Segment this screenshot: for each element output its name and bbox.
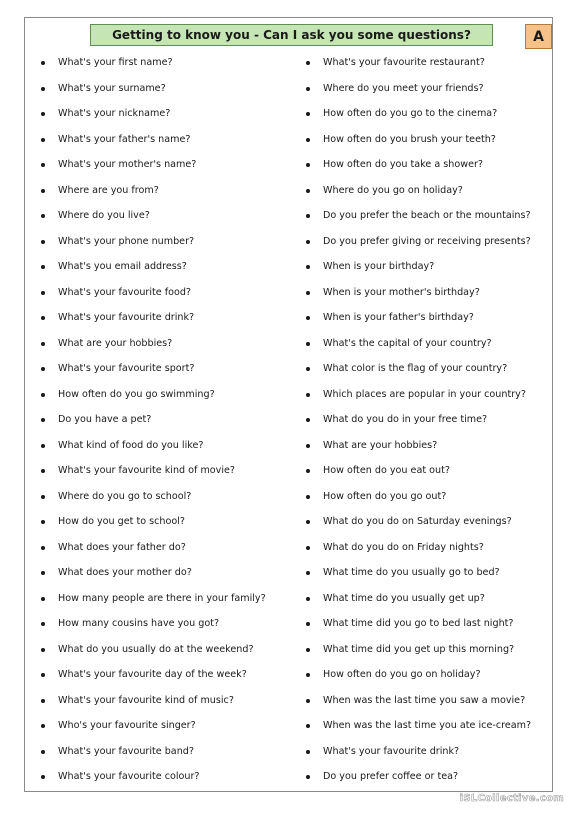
bullet-icon (306, 367, 310, 371)
question-item (40, 203, 295, 229)
question-text: Where are you from? (58, 184, 159, 196)
bullet-icon (41, 546, 45, 550)
question-text: When is your mother's birthday? (323, 286, 480, 298)
question-text: What's your favourite kind of movie? (58, 465, 236, 476)
question-text: When is your father's birthday? (323, 312, 474, 323)
question-text: What time did you get up this morning? (323, 643, 515, 655)
question-text: Where do you go to school? (58, 490, 192, 502)
bullet-icon (306, 189, 310, 193)
question-item (40, 407, 295, 433)
question-item (305, 586, 550, 612)
question-item (305, 611, 550, 637)
question-item (40, 764, 295, 790)
question-text: When was the last time you ate ice-cream? (323, 720, 532, 731)
bullet-icon (306, 750, 310, 754)
question-item (40, 305, 295, 331)
bullet-icon (41, 673, 45, 677)
question-text: What does your father do? (58, 541, 186, 553)
question-item (40, 127, 295, 153)
bullet-icon (306, 648, 310, 652)
question-text: Do you prefer the beach or the mountains? (323, 210, 531, 221)
question-text: What do you do on Friday nights? (323, 541, 484, 553)
question-item (40, 382, 295, 408)
question-text: What's your surname? (58, 82, 166, 94)
question-text: How often do you brush your teeth? (323, 133, 496, 145)
question-item (305, 76, 550, 102)
question-item (40, 560, 295, 586)
question-item (40, 152, 295, 178)
bullet-icon (306, 61, 310, 65)
question-text: What does your mother do? (58, 567, 192, 578)
bullet-icon (306, 342, 310, 346)
bullet-icon (306, 87, 310, 91)
level-badge: A (525, 24, 552, 49)
bullet-icon (306, 393, 310, 397)
bullet-icon (41, 750, 45, 754)
question-item (305, 382, 550, 408)
bullet-icon (306, 418, 310, 422)
bullet-icon (306, 495, 310, 499)
question-text: Where do you go on holiday? (323, 184, 463, 196)
question-text: What time do you usually get up? (323, 592, 485, 604)
bullet-icon (41, 648, 45, 652)
question-item (305, 280, 550, 306)
question-item (305, 458, 550, 484)
bullet-icon (41, 444, 45, 448)
question-text: What's your mother's name? (58, 159, 197, 170)
bullet-icon (41, 316, 45, 320)
question-text: What's your favourite food? (58, 286, 192, 298)
bullet-icon (41, 418, 45, 422)
question-text: When was the last time you saw a movie? (323, 694, 526, 706)
question-item (40, 586, 295, 612)
question-item (305, 50, 550, 76)
question-item (40, 356, 295, 382)
question-text: What kind of food do you like? (58, 439, 204, 451)
question-text: What do you do in your free time? (323, 414, 488, 425)
question-text: What's your father's name? (58, 133, 191, 145)
bullet-icon (306, 291, 310, 295)
question-text: How often do you go on holiday? (323, 669, 481, 680)
question-item (40, 739, 295, 765)
question-text: Where do you live? (58, 210, 150, 221)
question-item (40, 662, 295, 688)
question-text: What's your first name? (58, 57, 173, 68)
question-text: What's your favourite kind of music? (58, 694, 234, 706)
question-text: What color is the flag of your country? (323, 363, 508, 374)
question-item (305, 484, 550, 510)
bullet-icon (306, 138, 310, 142)
question-item (305, 560, 550, 586)
left-question-list (40, 50, 295, 790)
question-text: How do you get to school? (58, 516, 186, 527)
question-text: What do you usually do at the weekend? (58, 643, 254, 655)
bullet-icon (306, 163, 310, 167)
question-item (305, 127, 550, 153)
bullet-icon (41, 520, 45, 524)
bullet-icon (41, 214, 45, 218)
question-text: What time do you usually go to bed? (323, 567, 500, 578)
question-item (305, 535, 550, 561)
question-item (40, 458, 295, 484)
bullet-icon (306, 546, 310, 550)
bullet-icon (41, 61, 45, 65)
question-item (40, 509, 295, 535)
question-item (305, 178, 550, 204)
question-item (40, 229, 295, 255)
bullet-icon (306, 724, 310, 728)
question-item (40, 688, 295, 714)
question-item (305, 229, 550, 255)
question-item (40, 101, 295, 127)
question-item (40, 178, 295, 204)
question-item (305, 152, 550, 178)
question-text: How many cousins have you got? (58, 618, 220, 629)
bullet-icon (41, 393, 45, 397)
question-item (305, 407, 550, 433)
bullet-icon (41, 342, 45, 346)
worksheet-title: Getting to know you - Can I ask you some questions? (90, 24, 493, 46)
question-item (305, 356, 550, 382)
bullet-icon (306, 571, 310, 575)
bullet-icon (306, 112, 310, 116)
question-text: What's your favourite sport? (58, 363, 195, 374)
bullet-icon (41, 622, 45, 626)
bullet-icon (41, 699, 45, 703)
bullet-icon (41, 265, 45, 269)
question-item (305, 739, 550, 765)
question-item (40, 713, 295, 739)
question-text: What's your favourite restaurant? (323, 57, 485, 68)
question-item (40, 50, 295, 76)
question-item (305, 713, 550, 739)
question-text: What's your phone number? (58, 235, 195, 247)
question-text: When is your birthday? (323, 261, 435, 272)
bullet-icon (41, 87, 45, 91)
question-item (305, 509, 550, 535)
question-item (305, 203, 550, 229)
bullet-icon (41, 469, 45, 473)
bullet-icon (306, 469, 310, 473)
bullet-icon (41, 571, 45, 575)
bullet-icon (41, 138, 45, 142)
bullet-icon (306, 673, 310, 677)
question-text: What's the capital of your country? (323, 337, 492, 349)
question-item (305, 764, 550, 790)
question-text: What's your favourite drink? (58, 312, 195, 323)
question-item (305, 101, 550, 127)
bullet-icon (306, 520, 310, 524)
question-item (305, 662, 550, 688)
bullet-icon (306, 699, 310, 703)
question-item (305, 688, 550, 714)
question-item (40, 611, 295, 637)
question-text: How often do you eat out? (323, 465, 450, 476)
question-text: What's you email address? (58, 261, 187, 272)
question-text: Who's your favourite singer? (58, 720, 196, 731)
bullet-icon (306, 316, 310, 320)
question-text: What's your nickname? (58, 108, 171, 119)
question-item (305, 254, 550, 280)
question-text: How often do you go swimming? (58, 388, 215, 400)
question-text: What do you do on Saturday evenings? (323, 516, 512, 527)
bullet-icon (41, 291, 45, 295)
site-watermark: iSLCollective.com (459, 793, 564, 804)
question-item (305, 305, 550, 331)
bullet-icon (41, 495, 45, 499)
question-text: How often do you go to the cinema? (323, 108, 498, 119)
question-item (40, 484, 295, 510)
question-item (40, 76, 295, 102)
bullet-icon (41, 724, 45, 728)
question-text: What's your favourite band? (58, 745, 194, 757)
bullet-icon (306, 214, 310, 218)
bullet-icon (41, 112, 45, 116)
question-item (305, 433, 550, 459)
question-item (40, 637, 295, 663)
right-question-list (305, 50, 550, 790)
question-item (40, 535, 295, 561)
bullet-icon (306, 775, 310, 779)
bullet-icon (41, 189, 45, 193)
question-text: Do you prefer coffee or tea? (323, 771, 459, 782)
question-text: What's your favourite drink? (323, 745, 460, 757)
question-text: What are your hobbies? (323, 439, 438, 451)
question-text: Which places are popular in your country? (323, 388, 526, 400)
question-item (40, 331, 295, 357)
question-text: How many people are there in your family? (58, 592, 266, 604)
bullet-icon (306, 597, 310, 601)
bullet-icon (41, 163, 45, 167)
question-item (40, 254, 295, 280)
question-item (305, 637, 550, 663)
bullet-icon (306, 444, 310, 448)
bullet-icon (306, 622, 310, 626)
question-item (40, 280, 295, 306)
question-text: What are your hobbies? (58, 337, 173, 349)
bullet-icon (41, 240, 45, 244)
question-item (305, 331, 550, 357)
question-item (40, 433, 295, 459)
question-text: Where do you meet your friends? (323, 82, 484, 94)
question-text: What's your favourite day of the week? (58, 669, 247, 680)
question-text: Do you prefer giving or receiving presents? (323, 235, 531, 247)
question-text: What time did you go to bed last night? (323, 618, 514, 629)
question-text: Do you have a pet? (58, 414, 152, 425)
bullet-icon (41, 775, 45, 779)
bullet-icon (306, 240, 310, 244)
question-text: What's your favourite colour? (58, 771, 200, 782)
question-text: How often do you take a shower? (323, 159, 484, 170)
bullet-icon (306, 265, 310, 269)
bullet-icon (41, 367, 45, 371)
bullet-icon (41, 597, 45, 601)
question-text: How often do you go out? (323, 490, 447, 502)
